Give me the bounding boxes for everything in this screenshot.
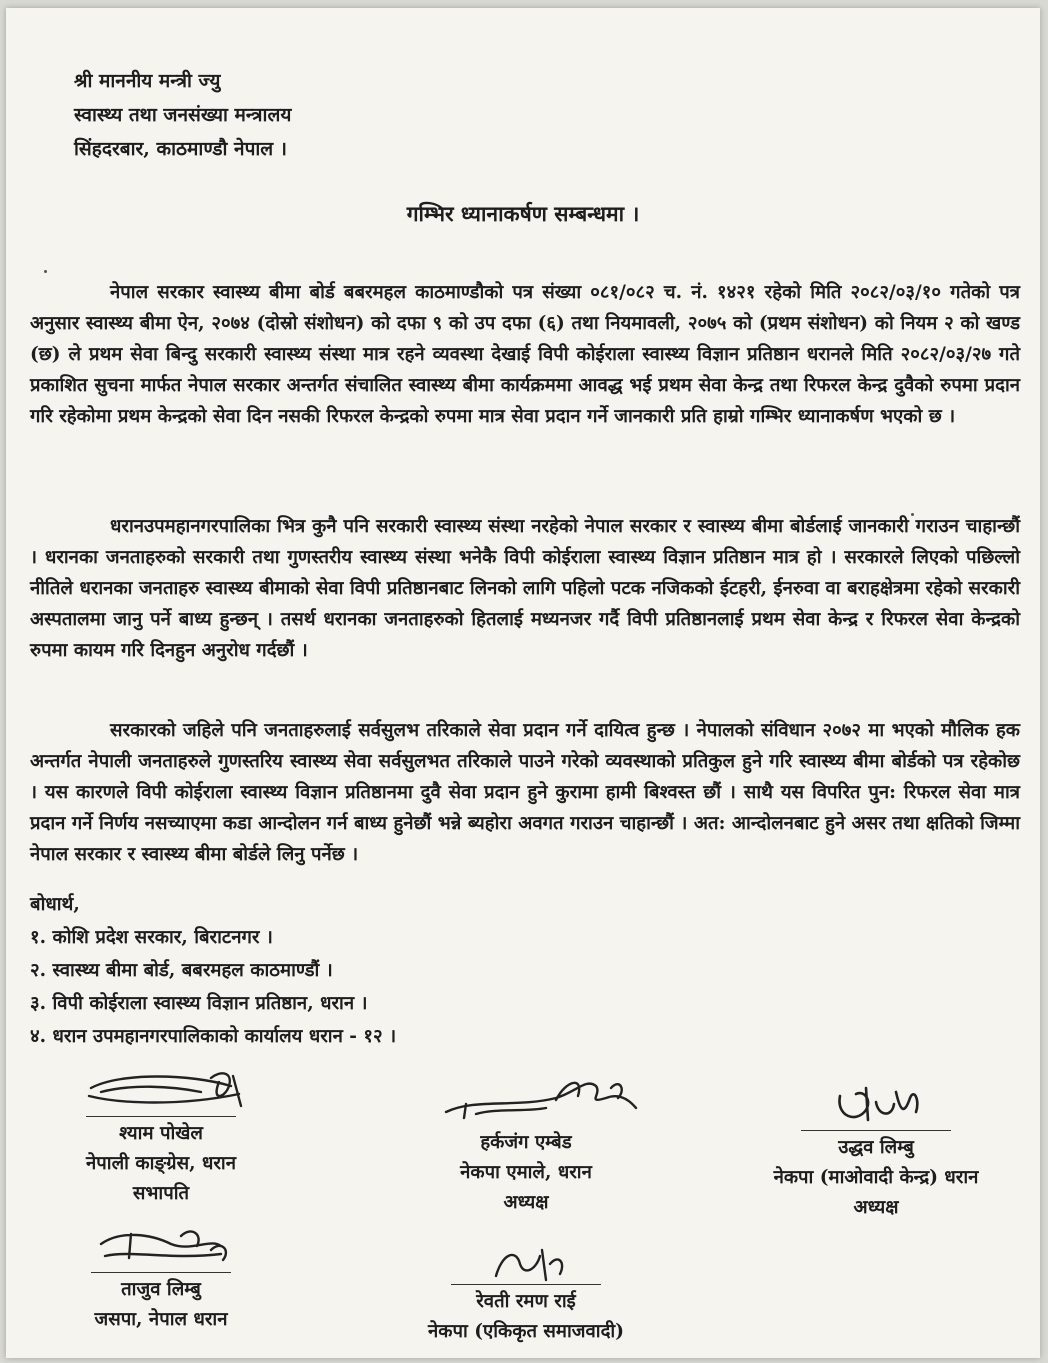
cc-item: १. कोशि प्रदेश सरकार, बिराटनगर । bbox=[30, 927, 273, 948]
subject-heading: गम्भिर ध्यानाकर्षण सम्बन्धमा । bbox=[406, 201, 640, 226]
signatory-name: उद्धव लिम्बु bbox=[838, 1137, 914, 1158]
body-paragraph-1: नेपाल सरकार स्वास्थ्य बीमा बोर्ड बबरमहल काठमाण्डौको पत्र संख्या ०८१/०८२ च. नं. १४२१ रहेको मिति २०८२/०३/१० गतेको पत्र अनुसार स्वास्थ्य बीमा ऐन, २०७४ (दोस्रो संशोधन) को दफा ९ को उप दफा (६) तथा नियमावली, २०७५ को (प्रथम संशोधन) को नियम २ को खण्ड (छ) ले प्रथम सेवा बिन्दु सरकारी स्वास्थ्य संस्था मात्र रहने व्यवस्था देखाई विपी कोईराला स्वास्थ्य विज्ञान प्रतिष्ठान धरानले मिति २०८२/०३/२७ गते प्रकाशित सुचना मार्फत नेपाल सरकार अन्तर्गत संचालित स्वास्थ्य बीमा कार्यक्रममा आवद्ध भई प्रथम सेवा केन्द्र तथा रिफरल केन्द्र दुवैको रुपमा प्रदान गरि रहेकोमा प्रथम केन्द्रको सेवा दिन नसकी रिफरल केन्द्रको रुपमा मात्र सेवा प्रदान गर्ने जानकारी प्रति हाम्रो गम्भिर ध्यानाकर्षण भएको छ । bbox=[30, 281, 1020, 427]
signatory-org: नेपाली काङ्ग्रेस, धरान bbox=[86, 1153, 236, 1174]
addressee-line: सिंहदरबार, काठमाण्डौ नेपाल । bbox=[74, 138, 288, 160]
scan-speck bbox=[44, 270, 47, 273]
signatory-title: सभापति bbox=[132, 1183, 190, 1204]
signatory-org: नेकपा (एकिकृत समाजवादी) bbox=[428, 1321, 624, 1342]
handwritten-signature-5 bbox=[446, 1240, 606, 1284]
signatory-name: श्याम पोखेल bbox=[119, 1123, 203, 1144]
signature-block-3 bbox=[746, 1080, 1006, 1223]
body-paragraph-3: सरकारको जहिले पनि जनताहरुलाई सर्वसुलभ तरिकाले सेवा प्रदान गर्ने दायित्व हुन्छ । नेपालको संविधान २०७२ मा भएको मौलिक हक अन्तर्गत नेपाली जनताहरुले गुणस्तरिय स्वास्थ्य सेवा सर्वसुलभत तरिकाले पाउने गरेको व्यवस्थाको प्रतिकुल हुने गरि स्वास्थ्य बीमा बोर्डको पत्र रहेकोछ । यस कारणले विपी कोईराला स्वास्थ्य विज्ञान प्रतिष्ठानमा दुवै सेवा प्रदान हुने कुरामा हामी बिश्वस्त छौं । साथै यस विपरित पुन: रिफरल सेवा मात्र प्रदान गर्ने निर्णय नसच्याएमा कडा आन्दोलन गर्न बाध्य हुनेछौं भन्ने ब्यहोरा अवगत गराउन चाहान्छौं । अत: आन्दोलनबाट हुने असर तथा क्षतिको जिम्मा नेपाल सरकार र स्वास्थ्य बीमा बोर्डले लिनु पर्नेछ । bbox=[30, 719, 1021, 865]
addressee-line: स्वास्थ्य तथा जनसंख्या मन्त्रालय bbox=[74, 104, 292, 126]
handwritten-signature-2 bbox=[406, 1068, 646, 1128]
signatory-name: हर्कजंग एम्बेड bbox=[480, 1132, 572, 1153]
addressee-block bbox=[74, 64, 291, 166]
signature-block-5 bbox=[406, 1240, 646, 1347]
cc-item: २. स्वास्थ्य बीमा बोर्ड, बबरमहल काठमाण्डौं । bbox=[30, 960, 333, 981]
signatory-title: अध्यक्ष bbox=[853, 1197, 899, 1218]
signatory-org: नेकपा (माओवादी केन्द्र) धरान bbox=[773, 1167, 979, 1188]
cc-item: ३. विपी कोईराला स्वास्थ्य विज्ञान प्रतिष्ठान, धरान । bbox=[30, 993, 368, 1014]
handwritten-signature-1 bbox=[61, 1066, 261, 1116]
body-paragraph-2: धरानउपमहानगरपालिका भित्र कुनै पनि सरकारी स्वास्थ्य संस्था नरहेको नेपाल सरकार र स्वास्थ्य बीमा बोर्डलाई जानकारी गराउन चाहान्छौं । धरानका जनताहरुको सरकारी तथा गुणस्तरीय स्वास्थ्य संस्था भनेकै विपी कोईराला स्वास्थ्य विज्ञान प्रतिष्ठान मात्र हो । सरकारले लिएको पछिल्लो नीतिले धरानका जनताहरु स्वास्थ्य बीमाको सेवा विपी प्रतिष्ठानबाट लिनको लागि पहिलो पटक नजिकको ईटहरी, ईनरुवा वा बराहक्षेत्रमा रहेको सरकारी अस्पतालमा जानु पर्ने बाध्य हुन्छन् । तसर्थ धरानका जनताहरुको हितलाई मध्यनजर गर्दै विपी प्रतिष्ठानलाई प्रथम सेवा केन्द्र र रिफरल सेवा केन्द्रको रुपमा कायम गरि दिनहुन अनुरोध गर्दछौं । bbox=[30, 515, 1020, 661]
signatory-org: नेकपा एमाले, धरान bbox=[460, 1162, 592, 1183]
letter-page bbox=[6, 8, 1040, 1358]
cc-block bbox=[30, 888, 396, 1053]
signature-block-1 bbox=[46, 1066, 276, 1209]
addressee-line: श्री माननीय मन्त्री ज्यु bbox=[74, 70, 221, 92]
signatory-name: ताजुव लिम्बु bbox=[121, 1279, 201, 1300]
signatory-title: अध्यक्ष bbox=[503, 1192, 549, 1213]
signatory-org: जसपा, नेपाल धरान bbox=[94, 1309, 228, 1330]
handwritten-signature-3 bbox=[796, 1080, 956, 1130]
cc-heading: बोधार्थ, bbox=[30, 894, 80, 915]
handwritten-signature-4 bbox=[71, 1220, 251, 1272]
signatory-name: रेवती रमण राई bbox=[476, 1291, 576, 1312]
signature-block-2 bbox=[396, 1068, 656, 1218]
signature-block-4 bbox=[56, 1220, 266, 1335]
cc-item: ४. धरान उपमहानगरपालिकाको कार्यालय धरान - १२ । bbox=[30, 1026, 397, 1047]
